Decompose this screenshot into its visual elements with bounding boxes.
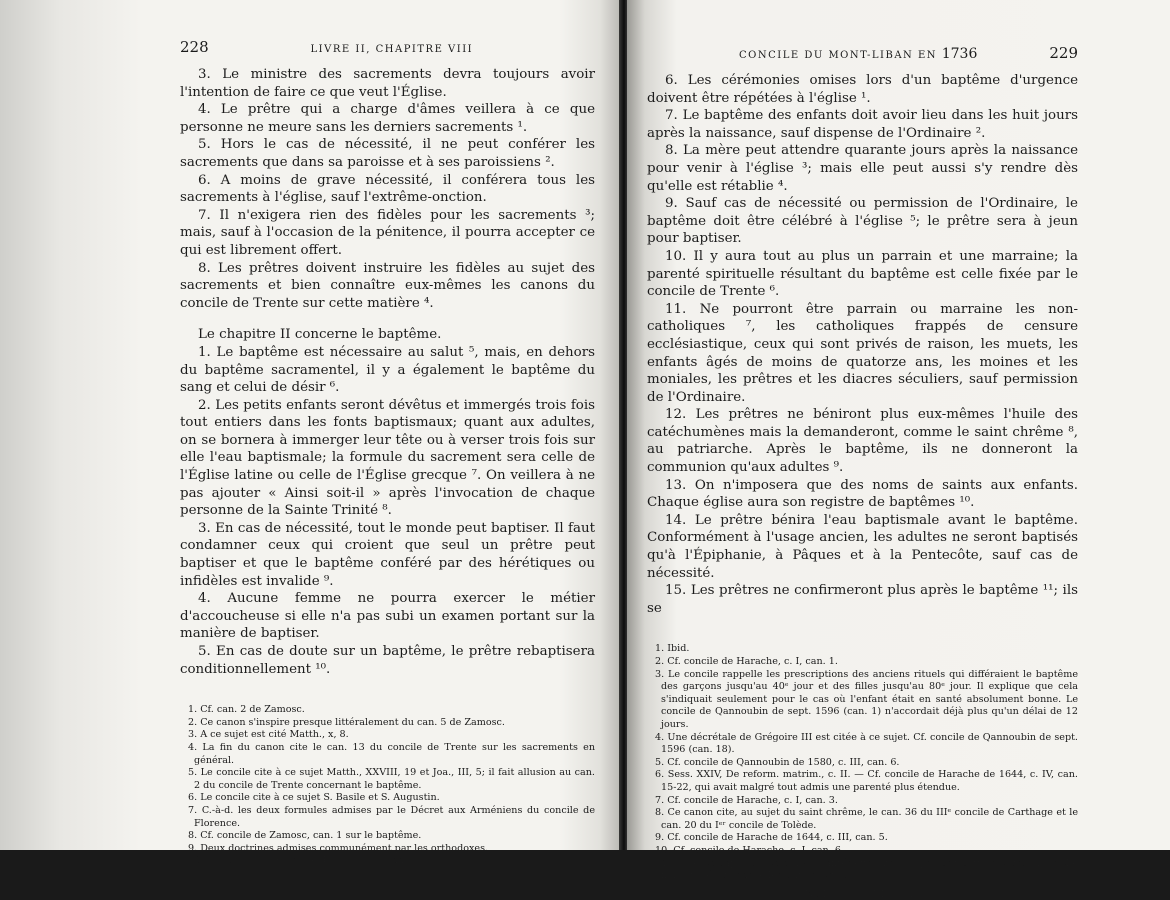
- paragraph: 9. Sauf cas de nécessité ou permission de l'Ordinaire, le baptême doit être célébré à l'église ⁵; le prêtre sera à jeun pour baptiser.: [647, 196, 1078, 247]
- left-running-head: LIVRE II, CHAPITRE VIII: [310, 44, 474, 55]
- paragraph: 8. Les prêtres doivent instruire les fidèles au sujet des sacrements et bien connaître eux-mêmes les canons du concile de Trente sur cette matière ⁴.: [180, 260, 595, 311]
- footnote: 1. Cf. can. 2 de Zamosc.: [188, 704, 305, 716]
- right-page: [627, 0, 1170, 900]
- footnote: 5. Cf. concile de Qannoubin de 1580, c. III, can. 6.: [655, 756, 900, 768]
- left-body-text: [180, 66, 595, 678]
- running-head-text: CONCILE DU MONT-LIBAN EN: [739, 50, 938, 61]
- right-footnotes: [647, 643, 1078, 882]
- paragraph: 13. On n'imposera que des noms de saints aux enfants. Chaque église aura son registre de baptêmes ¹⁰.: [647, 477, 1078, 511]
- paragraph: 3. En cas de nécessité, tout le monde peut baptiser. Il faut condamner ceux qui croient que seul un prêtre peut baptiser et que le baptême conféré par des hérétiques ou infidèles est invalide ⁹.: [180, 520, 595, 589]
- paragraph: 5. Hors le cas de nécessité, il ne peut conférer les sacrements que dans sa paroisse et à ses paroissiens ².: [180, 137, 595, 170]
- left-footnotes: [180, 704, 595, 868]
- paragraph: 6. A moins de grave nécessité, il conférera tous les sacrements à l'église, sauf l'extrême-onction.: [180, 172, 595, 206]
- paragraph: 2. Les petits enfants seront dévêtus et immergés trois fois tout entiers dans les fonts baptismaux; quant aux adultes, on se bornera à immerger leur tête ou à verser trois fois sur elle l'eau baptismale; la formule du sacrement sera celle de l'Église latine ou celle de l'Église grecque ⁷. On veillera à ne pas ajouter « Ainsi soit-il » après l'invocation de chaque personne de la Sainte Trinité ⁸.: [180, 397, 595, 519]
- paragraph: 15. Les prêtres ne confirmeront plus après le baptême ¹¹; ils se: [647, 583, 1078, 616]
- right-body-text: [647, 72, 1078, 617]
- paragraph: 8. La mère peut attendre quarante jours après la naissance pour venir à l'église ³; mais elle peut aussi s'y rendre dès qu'elle est rétablie ⁴.: [647, 143, 1078, 194]
- footnote: 3. Le concile rappelle les prescriptions des anciens rituels qui différaient le baptême des garçons jusqu'au 40ᵉ jour et des filles jusqu'au 80ᵉ jour. Il explique que cela s'indiquait seulement pour le cas où l'enfant était en santé absolument bonne. Le concile de Qannoubin de sept. 1596 (can. 1) n'accordait déjà plus qu'un délai de 12 jours.: [655, 668, 1078, 730]
- paragraph: 12. Les prêtres ne béniront plus eux-mêmes l'huile des catéchumènes mais la demanderont, comme le saint chrême ⁸, au patriarche. Après le baptême, ils ne donneront la communion qu'aux adultes ⁹.: [647, 407, 1078, 476]
- footnote: 8. Ce canon cite, au sujet du saint chrême, le can. 36 du IIIᵉ concile de Carthage et le can. 20 du Iᵉʳ concile de Tolède.: [655, 807, 1078, 831]
- paragraph: 4. Aucune femme ne pourra exercer le métier d'accoucheuse si elle n'a pas subi un examen portant sur la manière de baptiser.: [180, 591, 595, 642]
- footnote: 6. Sess. XXIV, De reform. matrim., c. II. — Cf. concile de Harache de 1644, c. IV, can. 15-22, qui avait malgré tout admis une parenté plus étendue.: [655, 769, 1078, 793]
- right-running-head: [739, 46, 977, 62]
- section-intro: Le chapitre II concerne le baptême.: [198, 327, 442, 343]
- left-page-header: [180, 38, 595, 56]
- paragraph: 7. Le baptême des enfants doit avoir lieu dans les huit jours après la naissance, sauf dispense de l'Ordinaire ².: [647, 108, 1078, 141]
- right-page-header: [647, 44, 1078, 62]
- footnote: 9. Cf. concile de Harache de 1644, c. III, can. 5.: [655, 832, 888, 844]
- footnote: 11. Déjà les papes et les synodes antérieurs avaient prescrit cette mesure, mais elle n'avait été que partiellement observée.: [655, 857, 1078, 882]
- footnote: 9. Deux doctrines admises communément par les orthodoxes.: [188, 842, 489, 854]
- footnote: 8. Cf. concile de Zamosc, can. 1 sur le baptême.: [188, 830, 422, 842]
- footnote: 1. Ibid.: [655, 643, 690, 655]
- footnote: 5. Le concile cite à ce sujet Matth., XXVIII, 19 et Joa., III, 5; il fait allusion au can. 2 du concile de Trente concernant le baptême.: [188, 767, 595, 791]
- footnote: 2. Cf. concile de Harache, c. I, can. 1.: [655, 656, 838, 667]
- footnote: 7. Cf. concile de Harache, c. I, can. 3.: [655, 794, 838, 806]
- footnote: 4. Une décrétale de Grégoire III est citée à ce sujet. Cf. concile de Qannoubin de sept. 1596 (can. 18).: [655, 731, 1078, 756]
- paragraph: 4. Le prêtre qui a charge d'âmes veillera à ce que personne ne meure sans les derniers sacrements ¹.: [180, 102, 595, 135]
- footnote: 10. Cf. concile de Harache de 1644, c. I, can. 4.: [188, 855, 420, 867]
- footnote: 10. Cf. concile de Harache, c. I, can. 6.: [655, 844, 844, 856]
- paragraph: 7. Il n'exigera rien des fidèles pour les sacrements ³; mais, sauf à l'occasion de la pénitence, il pourra accepter ce qui est librement offert.: [180, 207, 595, 258]
- left-page-number: 228: [180, 38, 209, 56]
- paragraph: 5. En cas de doute sur un baptême, le prêtre rebaptisera conditionnellement ¹⁰.: [180, 644, 595, 677]
- footnote: 7. C.-à-d. les deux formules admises par le Décret aux Arméniens du concile de Florence.: [188, 804, 595, 829]
- right-page-number: 229: [1049, 44, 1078, 62]
- paragraph: 6. Les cérémonies omises lors d'un baptême d'urgence doivent être répétées à l'église ¹.: [647, 73, 1078, 106]
- running-head-year: 1736: [941, 46, 978, 62]
- footnote: 4. La fin du canon cite le can. 13 du concile de Trente sur les sacrements en général.: [188, 741, 595, 766]
- paragraph: 3. Le ministre des sacrements devra toujours avoir l'intention de faire ce que veut l'Église.: [180, 67, 595, 100]
- paragraph: 11. Ne pourront être parrain ou marraine les non-catholiques ⁷, les catholiques frappés de censure ecclésiastique, ceux qui sont privés de raison, les muets, les enfants âgés de moins de quatorze ans, les moines et les moniales, les prêtres et les diacres séculiers, sauf permission de l'Ordinaire.: [647, 301, 1078, 405]
- footnote: 2. Ce canon s'inspire presque littéralement du can. 5 de Zamosc.: [188, 716, 505, 728]
- signature-mark: CONCILES. — XI. — 16 —: [787, 888, 938, 900]
- footnote: 3. A ce sujet est cité Matth., x, 8.: [188, 729, 349, 741]
- footnote: 6. Le concile cite à ce sujet S. Basile et S. Augustin.: [188, 792, 440, 804]
- paragraph: 10. Il y aura tout au plus un parrain et une marraine; la parenté spirituelle résultant du baptême est celle fixée par le concile de Trente ⁶.: [647, 248, 1078, 300]
- paragraph: 14. Le prêtre bénira l'eau baptismale avant le baptême. Conformément à l'usage ancien, les adultes ne seront baptisés qu'à l'Épiphanie, à Pâques et à la Pentecôte, sauf cas de nécessité.: [647, 512, 1078, 581]
- paragraph: 1. Le baptême est nécessaire au salut ⁵, mais, en dehors du baptême sacramentel, il y a également le baptême du sang et celui de désir ⁶.: [180, 344, 595, 396]
